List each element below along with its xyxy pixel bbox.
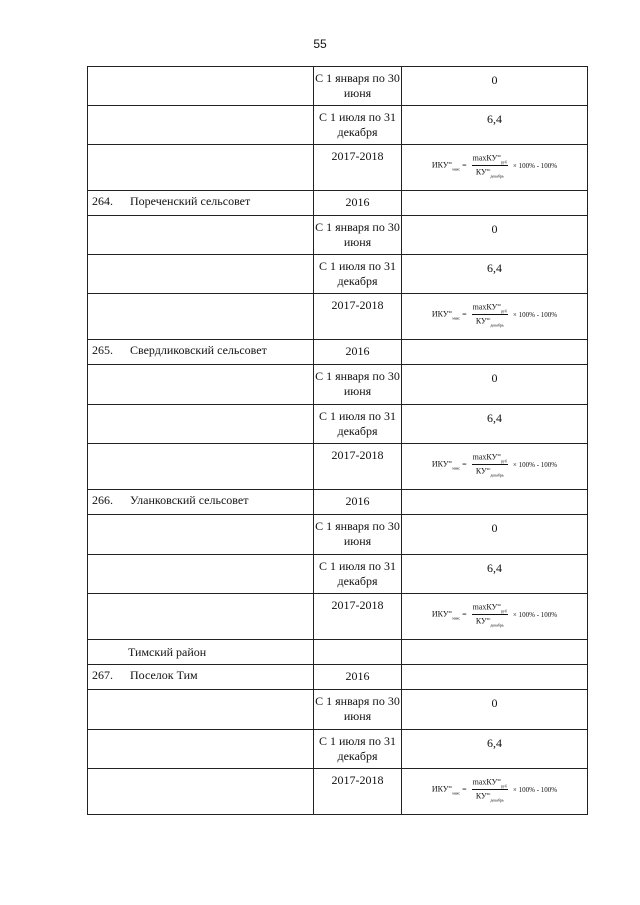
index-formula	[402, 294, 587, 328]
table-row	[88, 665, 588, 690]
formula-numerator-sup: эо	[497, 153, 501, 158]
formula-numerator-sup: эо	[497, 452, 501, 457]
period-cell: 2016	[314, 490, 402, 515]
municipality-cell	[88, 365, 314, 405]
value-cell: 6,4	[402, 405, 588, 444]
formula-equals: =	[462, 161, 467, 171]
table-row	[88, 730, 588, 769]
formula-numerator: maxКУ	[472, 602, 498, 612]
table-row	[88, 444, 588, 490]
value-cell: 0	[402, 690, 588, 730]
formula-denominator-sup: эо	[486, 791, 491, 797]
period-cell: 2016	[314, 665, 402, 690]
formula-numerator-sub: руб	[500, 159, 507, 165]
formula-tail: × 100% - 100%	[512, 785, 558, 794]
municipality-cell	[88, 255, 314, 294]
formula-denominator: КУ	[475, 316, 487, 326]
period-cell: С 1 января по 30 июня	[314, 365, 402, 405]
formula-numerator: maxКУ	[472, 452, 498, 462]
formula-denominator: КУ	[475, 616, 487, 626]
formula-cell	[402, 145, 588, 191]
value-cell: 6,4	[402, 730, 588, 769]
row-number: 265.	[92, 343, 113, 357]
municipality-name: Уланковский сельсовет	[130, 493, 249, 507]
index-formula	[402, 444, 587, 478]
period-cell: С 1 июля по 31 декабря	[314, 555, 402, 594]
formula-lhs: ИКУ	[431, 784, 449, 794]
value-cell: 0	[402, 365, 588, 405]
period-cell: С 1 января по 30 июня	[314, 67, 402, 106]
table-row	[88, 191, 588, 216]
municipality-cell	[88, 690, 314, 730]
formula-lhs-sup: эо	[448, 459, 453, 465]
formula-denominator-sub: декабрь	[490, 472, 504, 478]
period-cell: 2017-2018	[314, 594, 402, 640]
formula-numerator: maxКУ	[472, 153, 498, 163]
municipality-name: Поселок Тим	[130, 668, 198, 682]
period-cell: С 1 января по 30 июня	[314, 216, 402, 255]
formula-denominator-sup: эо	[486, 466, 491, 472]
formula-lhs: ИКУ	[431, 609, 449, 619]
formula-equals: =	[462, 460, 467, 470]
period-cell: С 1 января по 30 июня	[314, 515, 402, 555]
period-cell: С 1 июля по 31 декабря	[314, 405, 402, 444]
municipality-cell	[88, 730, 314, 769]
formula-lhs-sup: эо	[448, 309, 453, 315]
formula-tail: × 100% - 100%	[512, 161, 558, 170]
table-row	[88, 216, 588, 255]
period-cell	[314, 640, 402, 665]
tariff-table	[87, 66, 588, 815]
period-cell: 2016	[314, 340, 402, 365]
district-name: Тимский район	[88, 640, 314, 665]
municipality-name: Свердликовский сельсовет	[130, 343, 267, 357]
table-row	[88, 340, 588, 365]
formula-numerator-sup: эо	[497, 777, 501, 782]
value-cell	[402, 640, 588, 665]
formula-tail: × 100% - 100%	[512, 460, 558, 469]
value-cell: 6,4	[402, 255, 588, 294]
formula-numerator: maxКУ	[472, 302, 498, 312]
formula-cell	[402, 444, 588, 490]
formula-numerator-sub: руб	[500, 783, 507, 789]
period-cell: 2017-2018	[314, 769, 402, 815]
row-number: 266.	[92, 493, 113, 507]
formula-denominator-sub: декабрь	[490, 797, 504, 803]
municipality-cell	[88, 594, 314, 640]
municipality-cell	[88, 294, 314, 340]
value-cell: 0	[402, 216, 588, 255]
formula-numerator-sub: руб	[500, 608, 507, 614]
formula-denominator-sup: эо	[486, 167, 491, 173]
municipality-cell	[88, 665, 314, 690]
formula-equals: =	[462, 785, 467, 795]
formula-denominator: КУ	[475, 791, 487, 801]
period-cell: С 1 января по 30 июня	[314, 690, 402, 730]
formula-equals: =	[462, 310, 467, 320]
formula-fraction	[472, 452, 508, 478]
formula-cell	[402, 769, 588, 815]
formula-denominator-sub: декабрь	[490, 322, 504, 328]
municipality-cell	[88, 515, 314, 555]
municipality-cell	[88, 555, 314, 594]
period-cell: С 1 июля по 31 декабря	[314, 255, 402, 294]
table-row	[88, 405, 588, 444]
table-row	[88, 555, 588, 594]
formula-lhs-sub: макс	[452, 465, 461, 471]
page-number: 55	[313, 37, 327, 51]
municipality-name: Пореченский сельсовет	[130, 194, 251, 208]
table-row	[88, 106, 588, 145]
row-number: 267.	[92, 668, 113, 682]
formula-denominator-sup: эо	[486, 316, 491, 322]
formula-denominator: КУ	[475, 167, 487, 177]
municipality-cell	[88, 405, 314, 444]
formula-tail: × 100% - 100%	[512, 310, 558, 319]
formula-denominator-sub: декабрь	[490, 173, 504, 179]
table-row	[88, 515, 588, 555]
value-cell	[402, 191, 588, 216]
formula-denominator-sub: декабрь	[490, 622, 504, 628]
formula-lhs-sub: макс	[452, 166, 461, 172]
formula-denominator-sup: эо	[486, 616, 491, 622]
municipality-cell	[88, 769, 314, 815]
table-row	[88, 594, 588, 640]
table-row	[88, 365, 588, 405]
municipality-cell	[88, 191, 314, 216]
formula-numerator-sup: эо	[497, 602, 501, 607]
formula-lhs-sub: макс	[452, 790, 461, 796]
period-cell: 2017-2018	[314, 444, 402, 490]
table-row	[88, 769, 588, 815]
value-cell: 0	[402, 515, 588, 555]
formula-numerator-sub: руб	[500, 308, 507, 314]
period-cell: С 1 июля по 31 декабря	[314, 106, 402, 145]
formula-numerator-sup: эо	[497, 302, 501, 307]
period-cell: 2017-2018	[314, 145, 402, 191]
value-cell	[402, 490, 588, 515]
table-row	[88, 294, 588, 340]
value-cell	[402, 340, 588, 365]
formula-cell	[402, 294, 588, 340]
index-formula	[402, 769, 587, 803]
formula-lhs: ИКУ	[431, 160, 449, 170]
table-row	[88, 640, 588, 665]
formula-denominator: КУ	[475, 466, 487, 476]
formula-lhs-sup: эо	[448, 784, 453, 790]
municipality-cell	[88, 216, 314, 255]
formula-lhs-sub: макс	[452, 615, 461, 621]
index-formula	[402, 145, 587, 179]
municipality-cell	[88, 490, 314, 515]
table-body	[88, 67, 588, 815]
value-cell: 0	[402, 67, 588, 106]
municipality-cell	[88, 145, 314, 191]
formula-numerator: maxКУ	[472, 777, 498, 787]
municipality-cell	[88, 106, 314, 145]
formula-lhs: ИКУ	[431, 309, 449, 319]
index-formula	[402, 594, 587, 628]
period-cell: С 1 июля по 31 декабря	[314, 730, 402, 769]
formula-equals: =	[462, 610, 467, 620]
row-number: 264.	[92, 194, 113, 208]
formula-fraction	[472, 777, 508, 803]
period-cell: 2016	[314, 191, 402, 216]
formula-lhs-sup: эо	[448, 160, 453, 166]
formula-fraction	[472, 153, 508, 179]
formula-lhs: ИКУ	[431, 459, 449, 469]
formula-cell	[402, 594, 588, 640]
municipality-cell	[88, 340, 314, 365]
table-row	[88, 255, 588, 294]
formula-numerator-sub: руб	[500, 458, 507, 464]
municipality-cell	[88, 67, 314, 106]
value-cell: 6,4	[402, 106, 588, 145]
formula-lhs-sup: эо	[448, 609, 453, 615]
table-row	[88, 690, 588, 730]
formula-tail: × 100% - 100%	[512, 610, 558, 619]
formula-fraction	[472, 302, 508, 328]
value-cell	[402, 665, 588, 690]
formula-fraction	[472, 602, 508, 628]
table-row	[88, 145, 588, 191]
municipality-cell	[88, 444, 314, 490]
value-cell: 6,4	[402, 555, 588, 594]
table-row	[88, 67, 588, 106]
formula-lhs-sub: макс	[452, 315, 461, 321]
table-row	[88, 490, 588, 515]
period-cell: 2017-2018	[314, 294, 402, 340]
